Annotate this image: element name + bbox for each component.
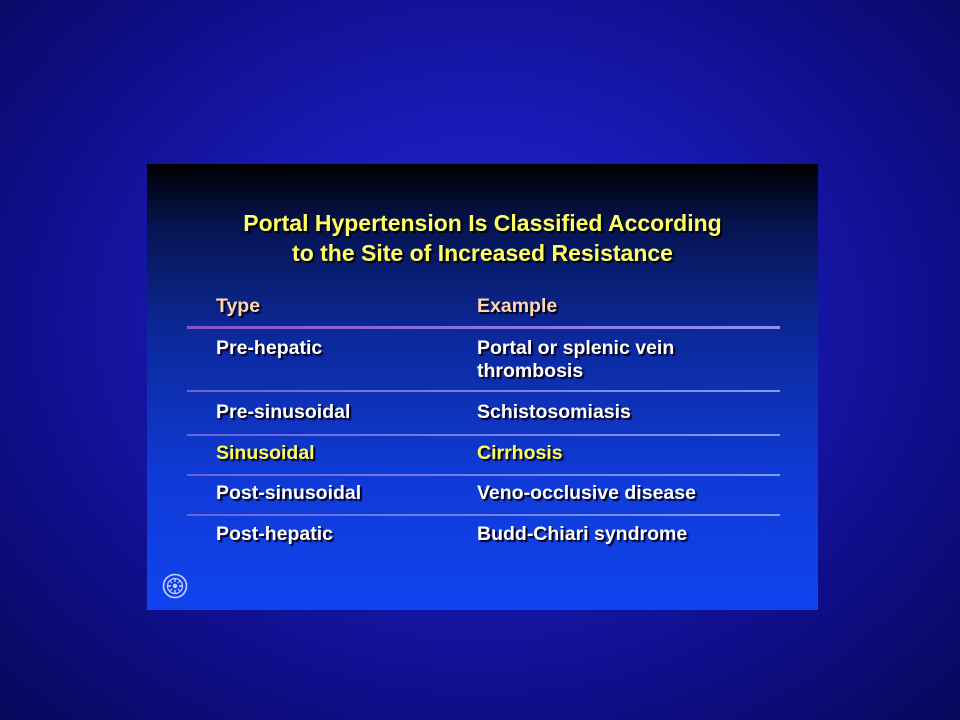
- row-example-pre-hepatic-line2: thrombosis: [477, 360, 584, 382]
- header-type: Type: [216, 295, 261, 317]
- row-type-post-sinusoidal: Post-sinusoidal: [216, 482, 362, 504]
- row-example-post-sinusoidal: Veno-occlusive disease: [477, 482, 696, 504]
- row-divider: [187, 434, 780, 436]
- row-type-pre-sinusoidal: Pre-sinusoidal: [216, 401, 351, 423]
- row-example-sinusoidal: Cirrhosis: [477, 442, 563, 464]
- title-line-2: to the Site of Increased Resistance: [292, 240, 673, 266]
- row-example-post-hepatic: Budd-Chiari syndrome: [477, 523, 688, 545]
- row-example-pre-sinusoidal: Schistosomiasis: [477, 401, 631, 423]
- row-type-post-hepatic: Post-hepatic: [216, 523, 334, 545]
- slide: [147, 164, 818, 610]
- row-divider: [187, 514, 780, 516]
- header-divider: [187, 326, 780, 329]
- header-example: Example: [477, 295, 558, 317]
- row-divider: [187, 474, 780, 476]
- title-line-1: Portal Hypertension Is Classified According: [243, 210, 722, 236]
- row-type-sinusoidal: Sinusoidal: [216, 442, 315, 464]
- slide-title: [147, 208, 818, 268]
- row-divider: [187, 390, 780, 392]
- row-example-pre-hepatic-line1: Portal or splenic vein: [477, 337, 675, 359]
- emblem-icon: [162, 573, 188, 599]
- row-type-pre-hepatic: Pre-hepatic: [216, 337, 323, 359]
